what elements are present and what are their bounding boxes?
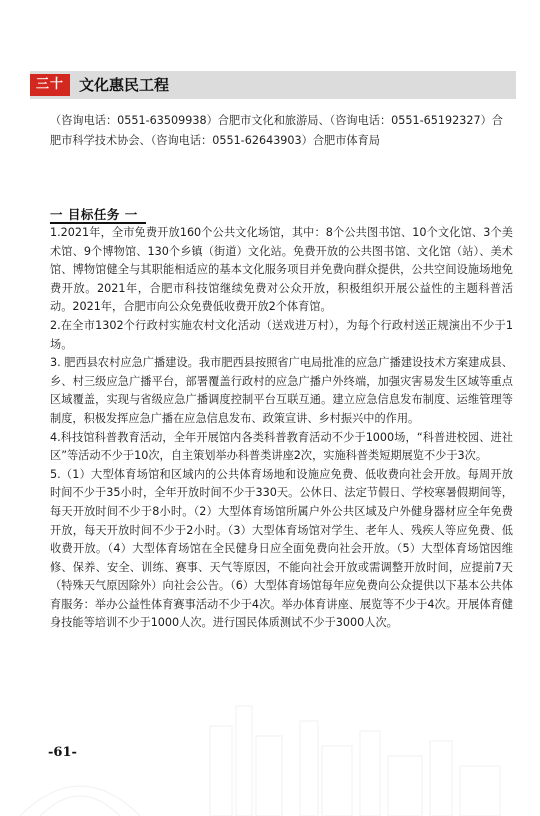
paragraph: 5.（1）大型体育场馆和区域内的公共体育场地和设施应免费、低收费向社会开放。每周开放时间不少于35小时，全年开放时间不少于330天。公休日、法定节假日、学校寒暑假期间等，每天开放时间不少于8小时。（2）大型体育场馆所属户外公共区域及户外健身器材应全年免费开放，每天开放时间不少于2小时。（3）大型体育场馆对学生、老年人、残疾人等应免费、低收费开放。（4）大型体育场馆在全民健身日应全面免费向社会开放。（5）大型体育场馆因维修、保养、安全、训练、赛事、天气等原因，不能向社会开放或需调整开放时间，应提前7天（特殊天气原因除外）向社会公告。（6）大型体育场馆每年应免费向公众提供以下基本公共体育服务：举办公益性体育赛事活动不少于4次。举办体育讲座、展览等不少于4次。开展体育健身技能等培训不少于1000人次。进行国民体质测试不少于3000人次。 (50, 467, 513, 630)
paragraph: 4.科技馆科普教育活动，全年开展馆内各类科普教育活动不少于1000场，“科普进校园、进社区”等活动不少于10次，自主策划举办科普类讲座2次，实施科普类短期展览不少于3次。 (50, 430, 513, 463)
page-number: -61- (48, 745, 77, 760)
section-number-badge: 三十一 (30, 74, 70, 96)
paragraph: 1.2021年，全市免费开放160个公共文化场馆，其中：8个公共图书馆、10个文化馆、3个美术馆、9个博物馆、130个乡镇（街道）文化站。免费开放的公共图书馆、文化馆（站）、美术馆、博物馆健全与其职能相适应的基本文化服务项目并免费向群众提供，公共空间设施场地免费开放。2021年，合肥市科技馆继续免费对公众开放，积极组织开展公益性的主题科普活动。2021年，合肥市向公众免费低收费开放2个体育馆。 (50, 226, 513, 314)
paragraph: 3. 肥西县农村应急广播建设。我市肥西县按照省广电局批准的应急广播建设技术方案建成县、乡、村三级应急广播平台，部署覆盖行政村的应急广播户外终端，加强灾害易发生区域等重点区域覆盖，实现与省级应急广播调度控制平台互联互通。建立应急信息发布制度、运维管理等制度，积极发挥应急广播在应急信息发布、政策宣讲、乡村振兴中的作用。 (50, 356, 513, 425)
city-skyline-watermark (0, 696, 540, 816)
contact-info: （咨询电话：0551-63509938）合肥市文化和旅游局、（咨询电话：0551-65192327）合肥市科学技术协会、（咨询电话：0551-62643903）合肥市体育局 (50, 114, 503, 147)
page-title: 文化惠民工程 (79, 76, 170, 94)
paragraph: 2.在全市1302个行政村实施农村文化活动（送戏进万村），为每个行政村送正规演出不少于1场。 (50, 318, 513, 351)
section-heading: 一 目标任务 一 (50, 207, 138, 222)
body-text (50, 224, 513, 633)
